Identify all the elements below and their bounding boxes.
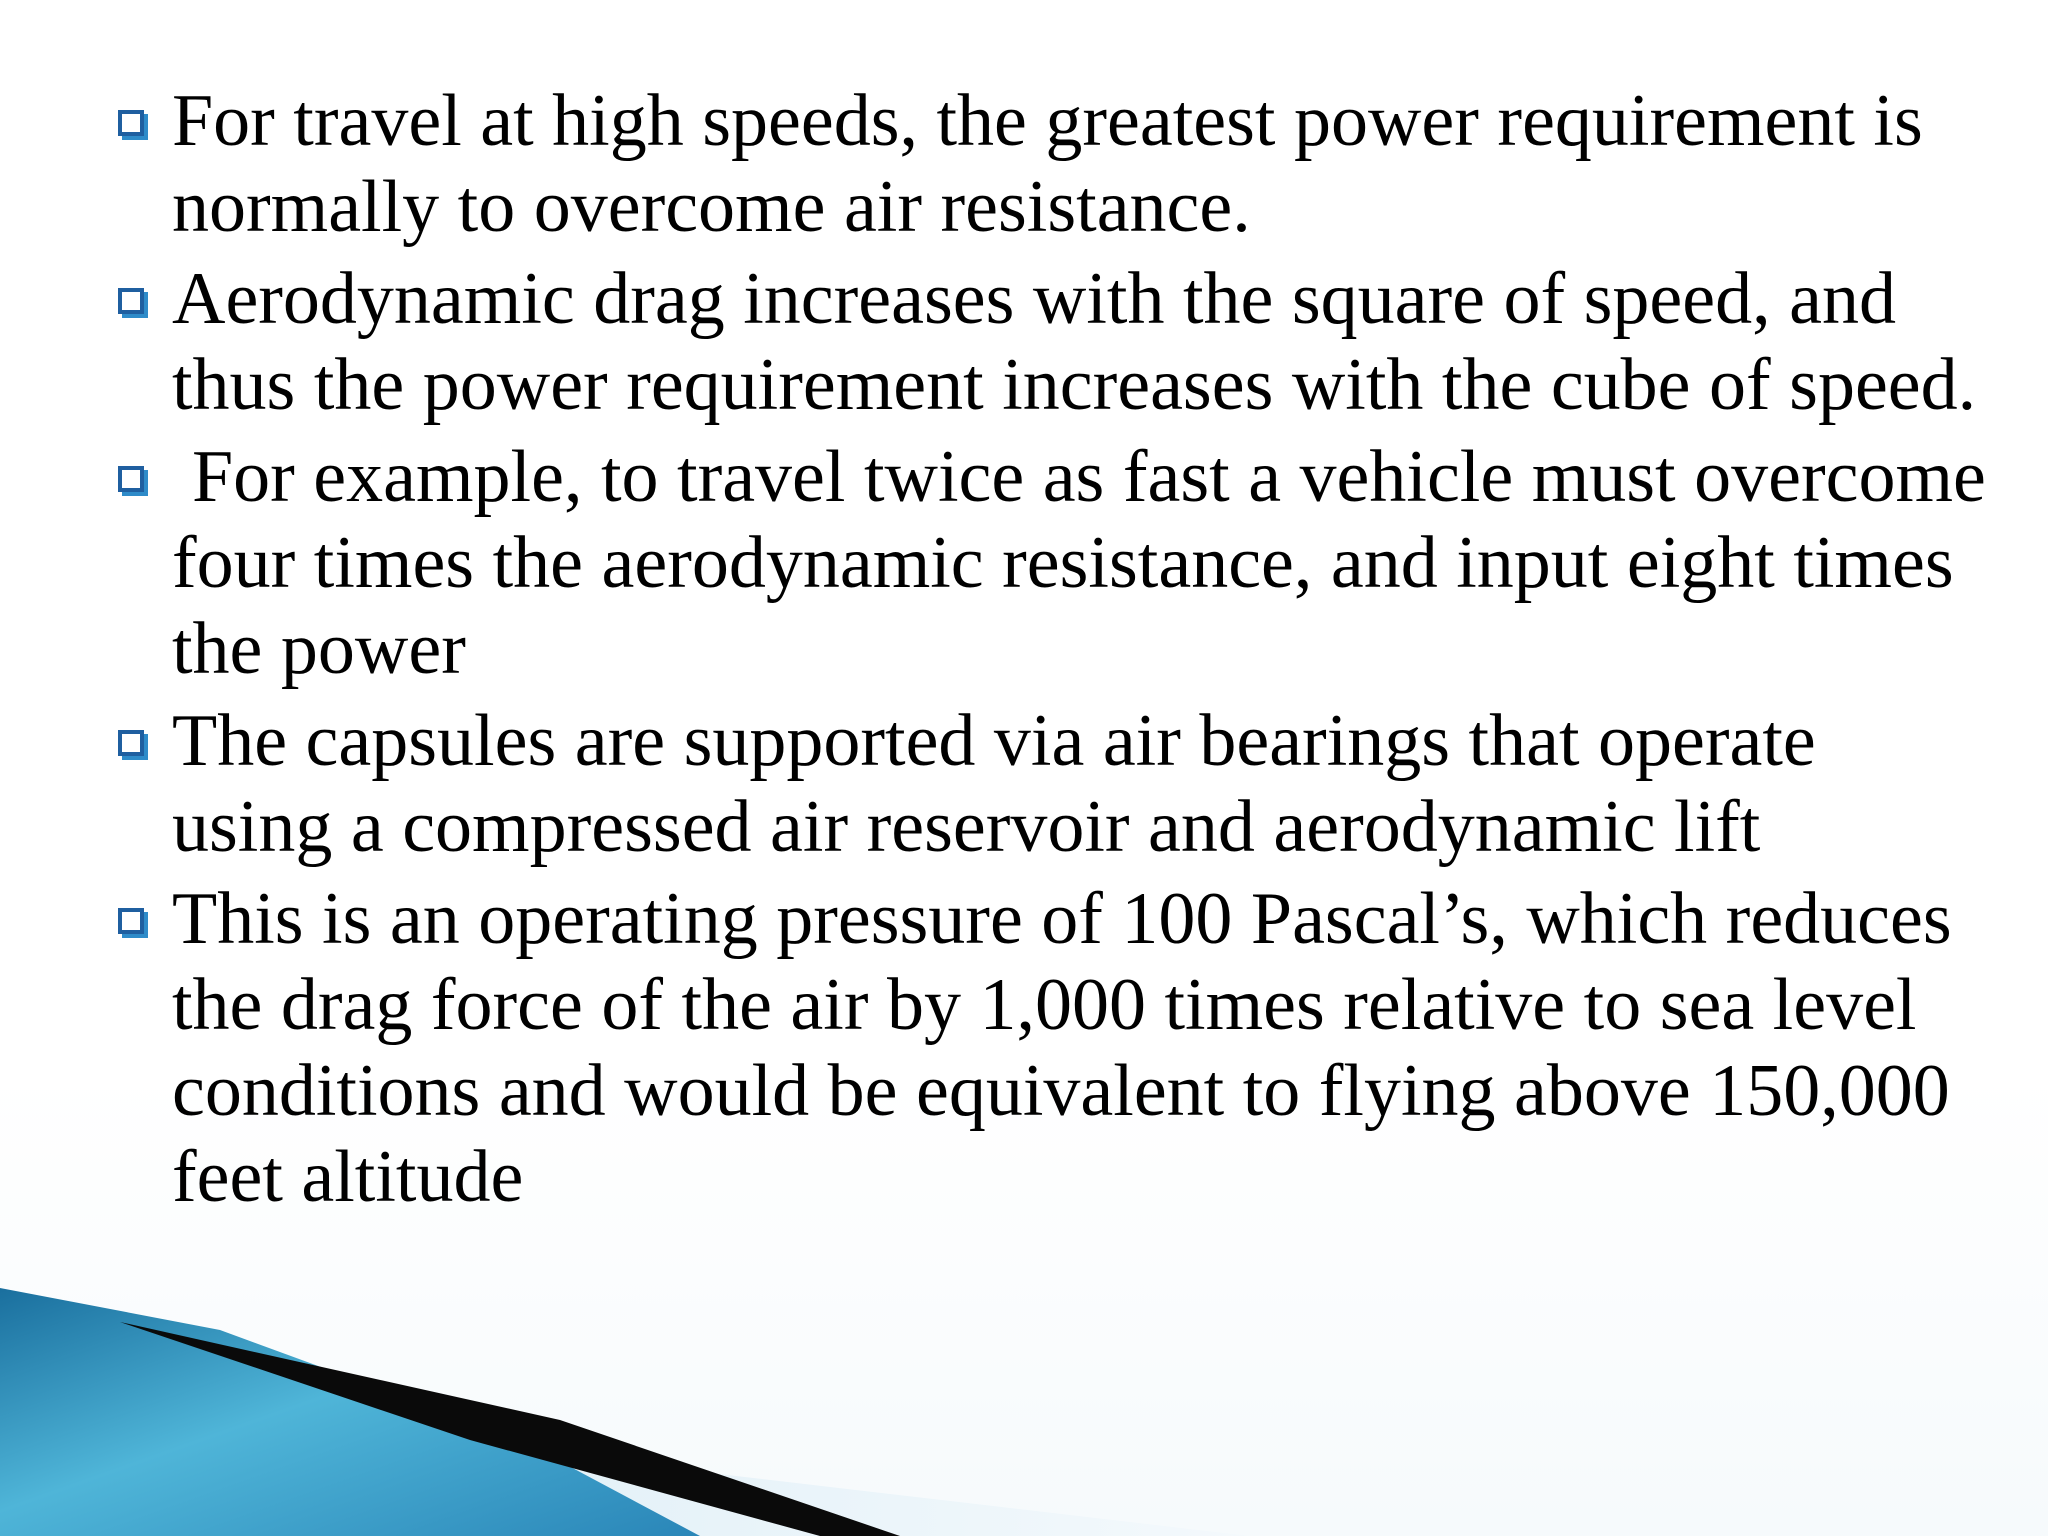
bullet-list xyxy=(112,78,1992,1220)
bullet-item xyxy=(112,256,1992,428)
slide-content xyxy=(112,78,1992,1226)
bullet-text: This is an operating pressure of 100 Pascal’s, which reduces the drag force of the air by 1,000 times relative to sea level conditions and would be equivalent to flying above 150,000 feet altitude xyxy=(172,878,1952,1218)
bullet-text: For travel at high speeds, the greatest power requirement is normally to overcome air resistance. xyxy=(172,80,1923,248)
bullet-text: For example, to travel twice as fast a vehicle must overcome four times the aerodynamic resistance, and input eight times the power xyxy=(172,436,1986,690)
bullet-text: The capsules are supported via air bearings that operate using a compressed air reservoir and aerodynamic lift xyxy=(172,700,1816,868)
bullet-item xyxy=(112,434,1992,692)
bullet-item xyxy=(112,78,1992,250)
square-bullet-icon xyxy=(118,908,144,934)
square-bullet-icon xyxy=(118,730,144,756)
bullet-text: Aerodynamic drag increases with the square of speed, and thus the power requirement increases with the cube of speed. xyxy=(172,258,1977,426)
bullet-item xyxy=(112,698,1992,870)
square-bullet-icon xyxy=(118,110,144,136)
bullet-item xyxy=(112,876,1992,1220)
square-bullet-icon xyxy=(118,288,144,314)
blue-swoosh-shape xyxy=(0,1288,700,1536)
square-bullet-icon xyxy=(118,466,144,492)
